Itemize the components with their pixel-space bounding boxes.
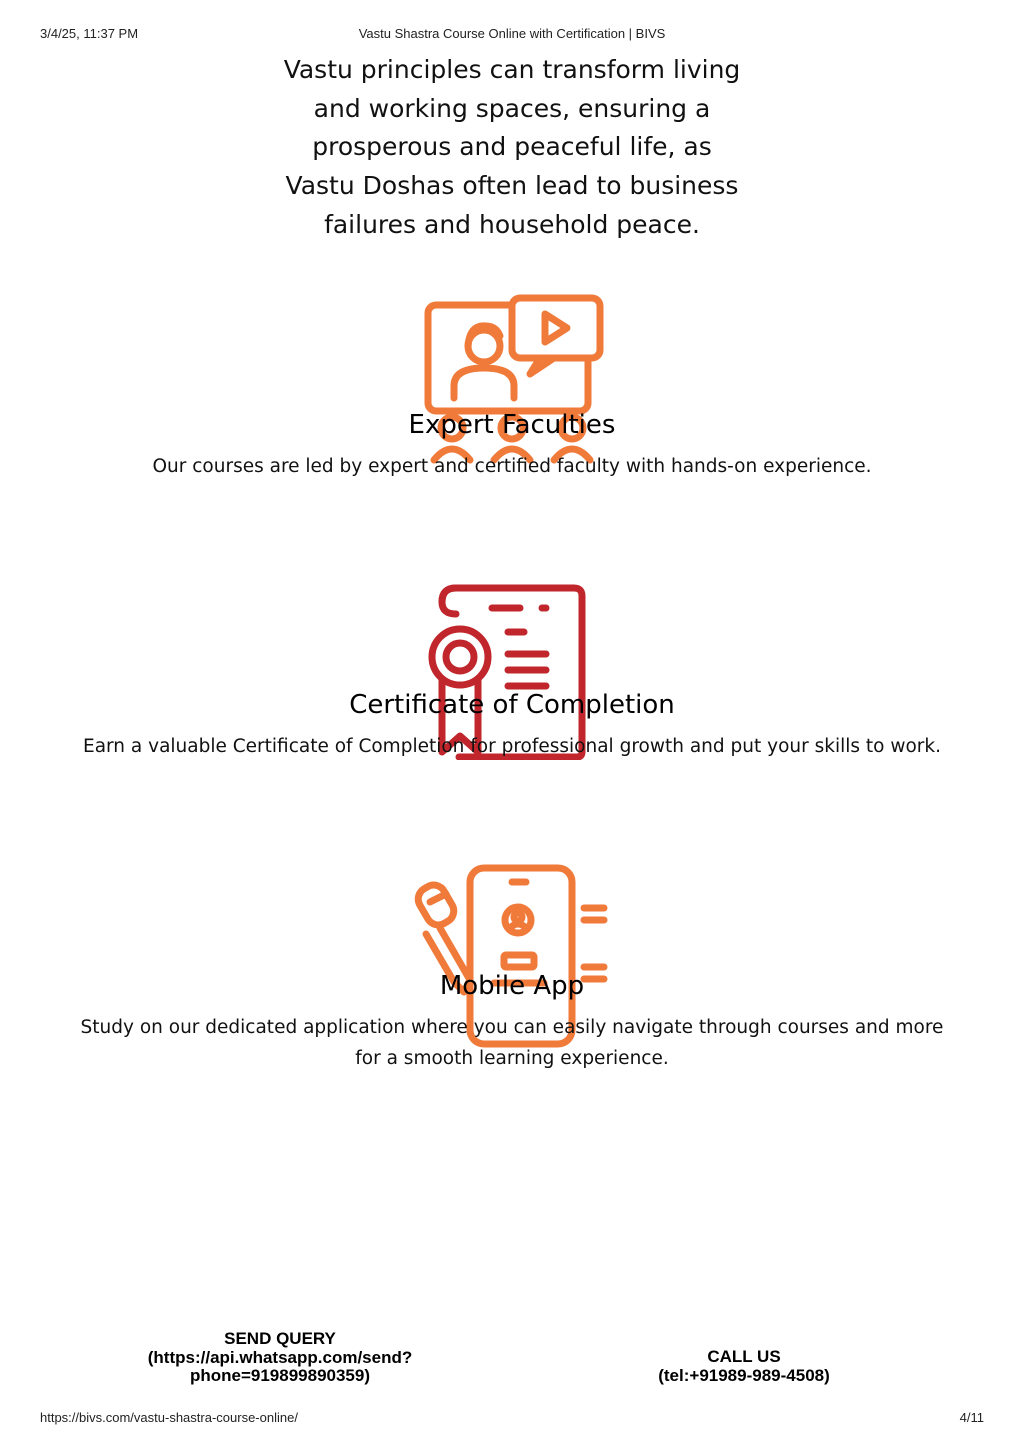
print-page-title: Vastu Shastra Course Online with Certification | BIVS [358,26,666,41]
feature-description-line: Study on our dedicated application where you can easily navigate through courses and more [80,1017,944,1038]
feature-title: Mobile App [439,971,585,1001]
intro-line: prosperous and peaceful life, as [312,132,712,162]
intro-line: Vastu Doshas often lead to business [285,171,739,201]
feature-description [80,1012,944,1074]
feature-title: Certificate of Completion [349,690,675,720]
print-url: https://bivs.com/vastu-shastra-course-online/ [40,1410,298,1425]
intro-paragraph [262,51,762,245]
print-header [0,26,1024,44]
send-query-url: (https://api.whatsapp.com/send? [147,1347,413,1367]
feature-description: Earn a valuable Certificate of Completion for professional growth and put your skills to work. [83,736,941,757]
feature-title: Expert Faculties [408,410,616,440]
certificate-icon [412,580,612,750]
print-footer [0,1410,1024,1428]
feature-description: Our courses are led by expert and certified faculty with hands-on experience. [152,456,872,477]
feature-expert-faculties [0,290,1024,490]
feature-certificate [0,580,1024,780]
print-datetime: 3/4/25, 11:37 PM [40,26,139,41]
send-query-url: phone=919899890359) [189,1366,371,1385]
send-query-link[interactable] [130,1330,430,1386]
call-us-link[interactable] [594,1348,894,1385]
call-us-label: CALL US [707,1347,781,1366]
feature-mobile-app [0,860,1024,1080]
feature-description-line: for a smooth learning experience. [355,1048,669,1069]
send-query-label: SEND QUERY [224,1329,336,1348]
intro-line: failures and household peace. [324,209,700,239]
print-page-number: 4/11 [959,1410,984,1425]
call-us-number: (tel:+91989-989-4508) [658,1365,830,1385]
intro-line: Vastu principles can transform living [283,55,741,84]
mobile-app-icon [412,860,612,1030]
intro-line: and working spaces, ensuring a [313,93,711,123]
